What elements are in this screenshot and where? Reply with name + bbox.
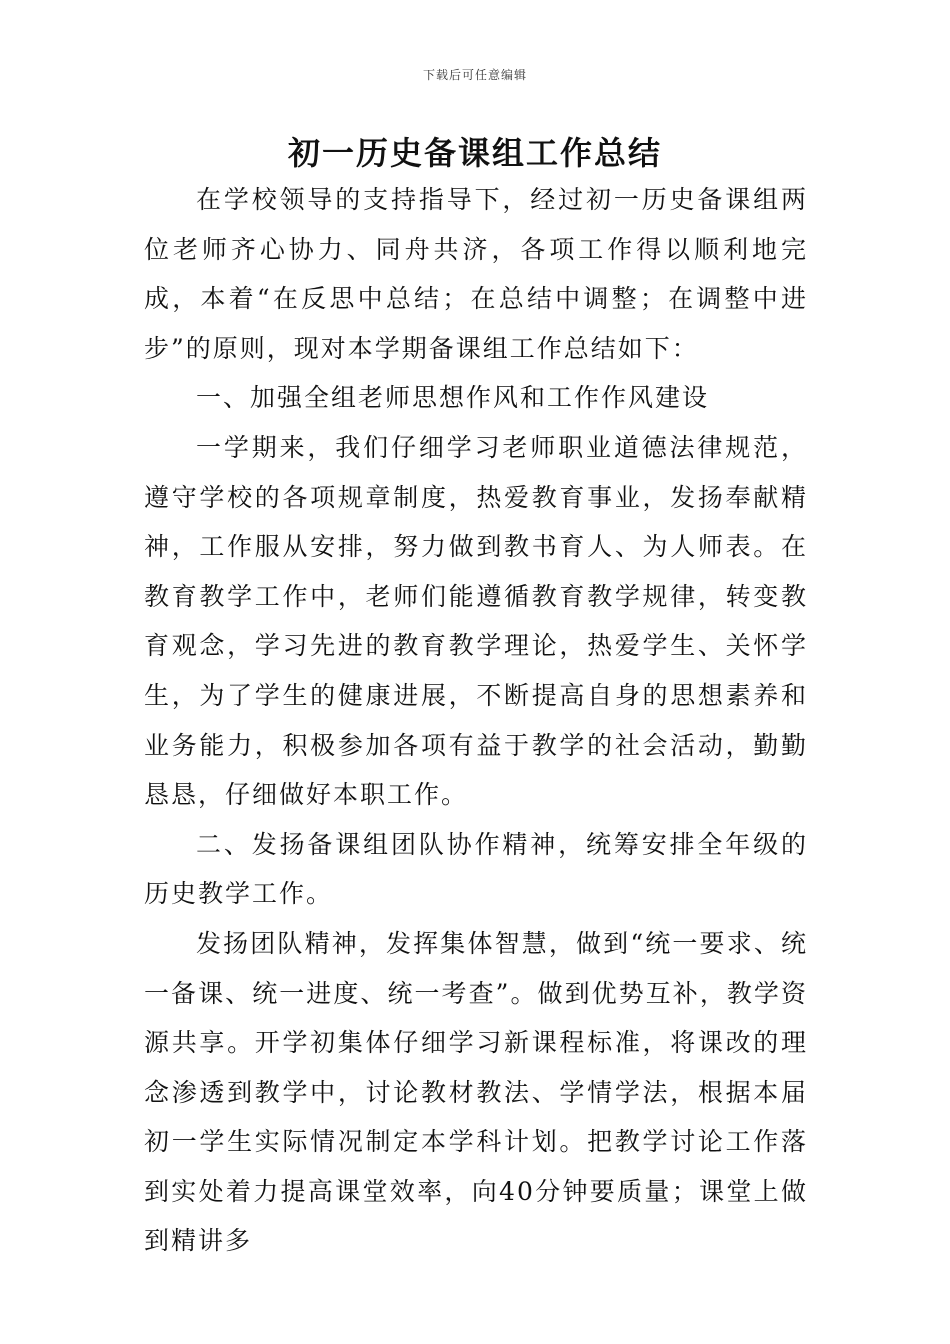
paragraph-section-2: 发扬团队精神，发挥集体智慧，做到“统一要求、统一备课、统一进度、统一考查”。做到优势互补，教学资源共享。开学初集体仔细学习新课程标准，将课改的理念渗透到教学中，讨论教材教法、学情学法，根据本届初一学生实际情况制定本学科计划。把教学讨论工作落到实处着力提高课堂效率，向40分钟要质量；课堂上做到精讲多: [144, 928, 808, 1256]
header-note: 下载后可任意编辑: [422, 68, 527, 82]
paragraph-section-1: 一学期来，我们仔细学习老师职业道德法律规范，遵守学校的各项规章制度，热爱教育事业，发扬奉献精神，工作服从安排，努力做到教书育人、为人师表。在教育教学工作中，老师们能遵循教育教学规律，转变教育观念，学习先进的教育教学理论，热爱学生、关怀学生，为了学生的健康进展，不断提高自身的思想素养和业务能力，积极参加各项有益于教学的社会活动，勤勤恳恳，仔细做好本职工作。: [144, 432, 808, 810]
document-title: 初一历史备课组工作总结: [287, 134, 662, 172]
section-heading-2: 二、发扬备课组团队协作精神，统筹安排全年级的历史教学工作。: [144, 829, 808, 909]
document-body: [144, 175, 808, 1266]
section-heading-1: 一、加强全组老师思想作风和工作作风建设: [196, 383, 710, 413]
paragraph-intro: 在学校领导的支持指导下，经过初一历史备课组两位老师齐心协力、同舟共济，各项工作得以顺利地完成，本着“在反思中总结；在总结中调整；在调整中进步”的原则，现对本学期备课组工作总结如下：: [144, 185, 808, 363]
